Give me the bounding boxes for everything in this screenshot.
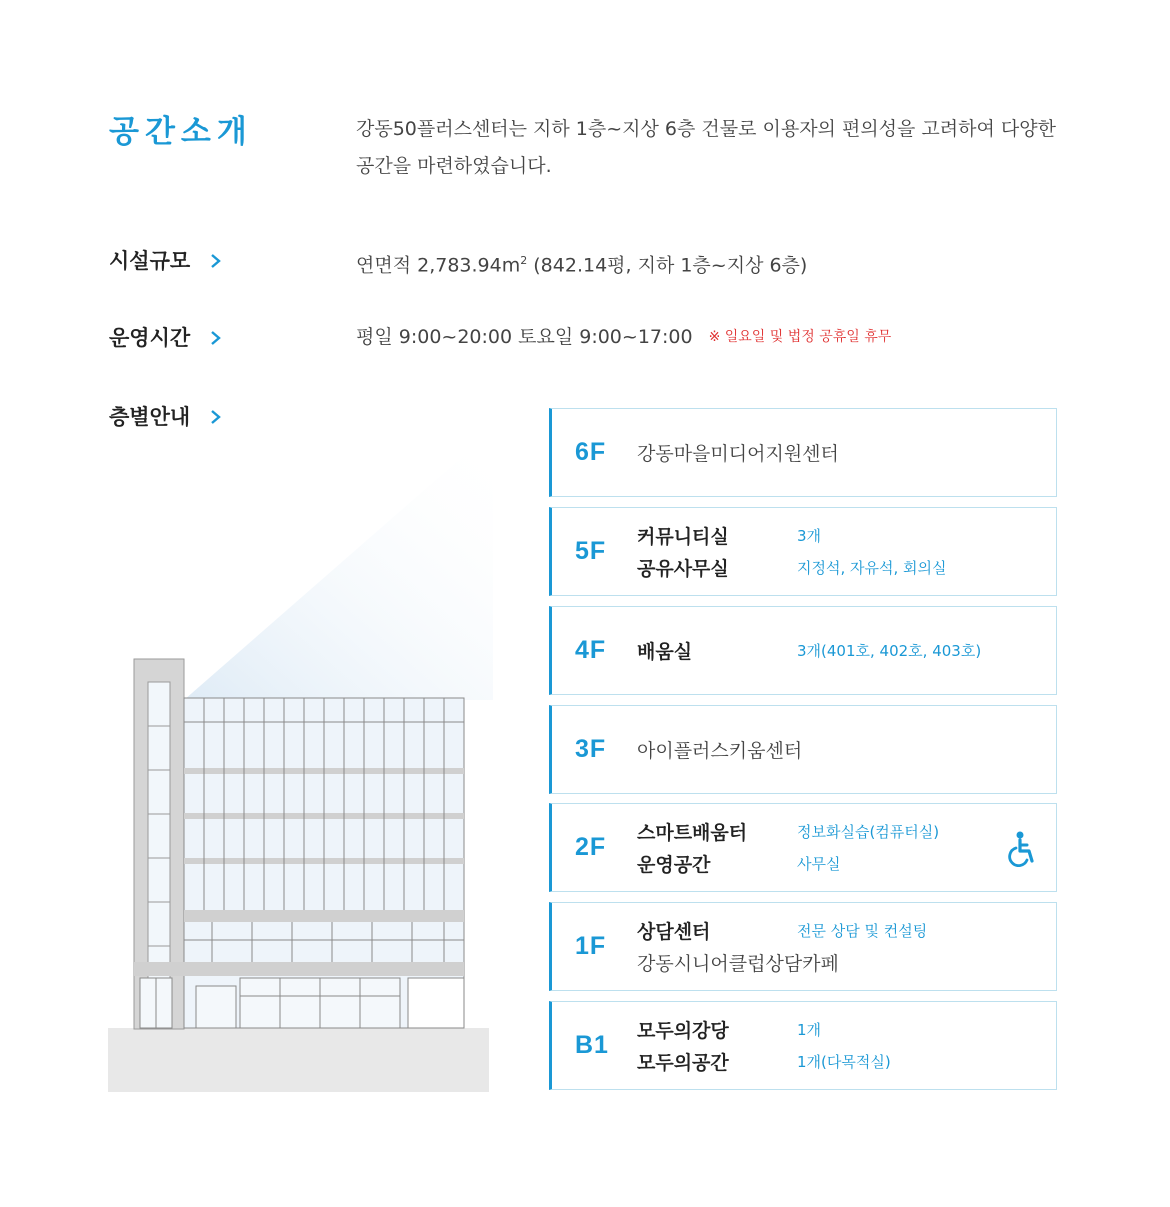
floor-code: 5F bbox=[575, 537, 607, 565]
floor-space-name: 커뮤니티실 bbox=[637, 526, 729, 548]
operating-hours-value bbox=[356, 322, 891, 352]
floor-space-detail: 3개(401호, 402호, 403호) bbox=[797, 642, 982, 660]
floor-space-detail: 지정석, 자유석, 회의실 bbox=[797, 559, 947, 577]
floor-guide-label-text: 층별안내 bbox=[109, 405, 191, 429]
intro-description: 강동50플러스센터는 지하 1층~지상 6층 건물로 이용자의 편의성을 고려하여 다양한 공간을 마련하였습니다. bbox=[356, 118, 1056, 177]
floor-space-detail: 3개 bbox=[797, 527, 822, 545]
facility-scale-label-text: 시설규모 bbox=[109, 249, 191, 273]
floor-code: 2F bbox=[575, 833, 607, 861]
floor-space-name: 모두의공간 bbox=[637, 1052, 729, 1074]
chevron-right-icon bbox=[209, 409, 223, 425]
operating-hours-label bbox=[109, 323, 223, 353]
floor-card-6f[interactable] bbox=[549, 408, 1057, 497]
floor-space-name: 배움실 bbox=[637, 641, 693, 663]
facility-scale-label bbox=[109, 246, 223, 276]
floor-space-name: 스마트배움터 bbox=[637, 822, 748, 844]
floor-space-detail: 사무실 bbox=[797, 855, 841, 873]
building-illustration bbox=[108, 430, 528, 1092]
floor-space-name: 강동마을미디어지원센터 bbox=[637, 443, 839, 465]
floor-space-name: 강동시니어클럽상담카페 bbox=[637, 953, 839, 975]
facility-area-detail: (842.14평, 지하 1층~지상 6층) bbox=[527, 254, 808, 277]
floor-space-name: 모두의강당 bbox=[637, 1020, 729, 1042]
floor-space-name: 공유사무실 bbox=[637, 558, 729, 580]
floor-space-name: 운영공간 bbox=[637, 854, 711, 876]
floor-space-detail: 1개 bbox=[797, 1021, 822, 1039]
floor-card-3f[interactable] bbox=[549, 705, 1057, 794]
floor-code: 3F bbox=[575, 735, 607, 763]
floor-space-name: 아이플러스키움센터 bbox=[637, 740, 803, 762]
page-title: 공간소개 bbox=[109, 114, 253, 150]
facility-area-unit-sup: 2 bbox=[520, 254, 528, 267]
facility-area: 연면적 2,783.94m bbox=[356, 254, 521, 277]
floor-card-1f[interactable] bbox=[549, 902, 1057, 991]
floor-space-detail: 전문 상담 및 컨설팅 bbox=[797, 922, 928, 940]
chevron-right-icon bbox=[209, 330, 223, 346]
floor-code: B1 bbox=[575, 1031, 609, 1059]
wheelchair-accessible-icon bbox=[1008, 831, 1036, 869]
floor-space-detail: 1개(다목적실) bbox=[797, 1053, 891, 1071]
floor-card-5f[interactable] bbox=[549, 507, 1057, 596]
floor-card-4f[interactable] bbox=[549, 606, 1057, 695]
floor-code: 4F bbox=[575, 636, 607, 664]
floor-card-2f[interactable] bbox=[549, 803, 1057, 892]
facility-scale-value bbox=[356, 246, 807, 280]
operating-hours-label-text: 운영시간 bbox=[109, 326, 191, 350]
chevron-right-icon bbox=[209, 253, 223, 269]
floor-code: 1F bbox=[575, 932, 607, 960]
floor-space-name: 상담센터 bbox=[637, 921, 711, 943]
floor-guide-label bbox=[109, 402, 223, 432]
holiday-note: ※ 일요일 및 법정 공휴일 휴무 bbox=[708, 329, 892, 345]
floor-code: 6F bbox=[575, 438, 607, 466]
floor-space-detail: 정보화실습(컴퓨터실) bbox=[797, 823, 940, 841]
floor-card-b1[interactable] bbox=[549, 1001, 1057, 1090]
operating-hours-text: 평일 9:00~20:00 토요일 9:00~17:00 bbox=[356, 326, 693, 348]
